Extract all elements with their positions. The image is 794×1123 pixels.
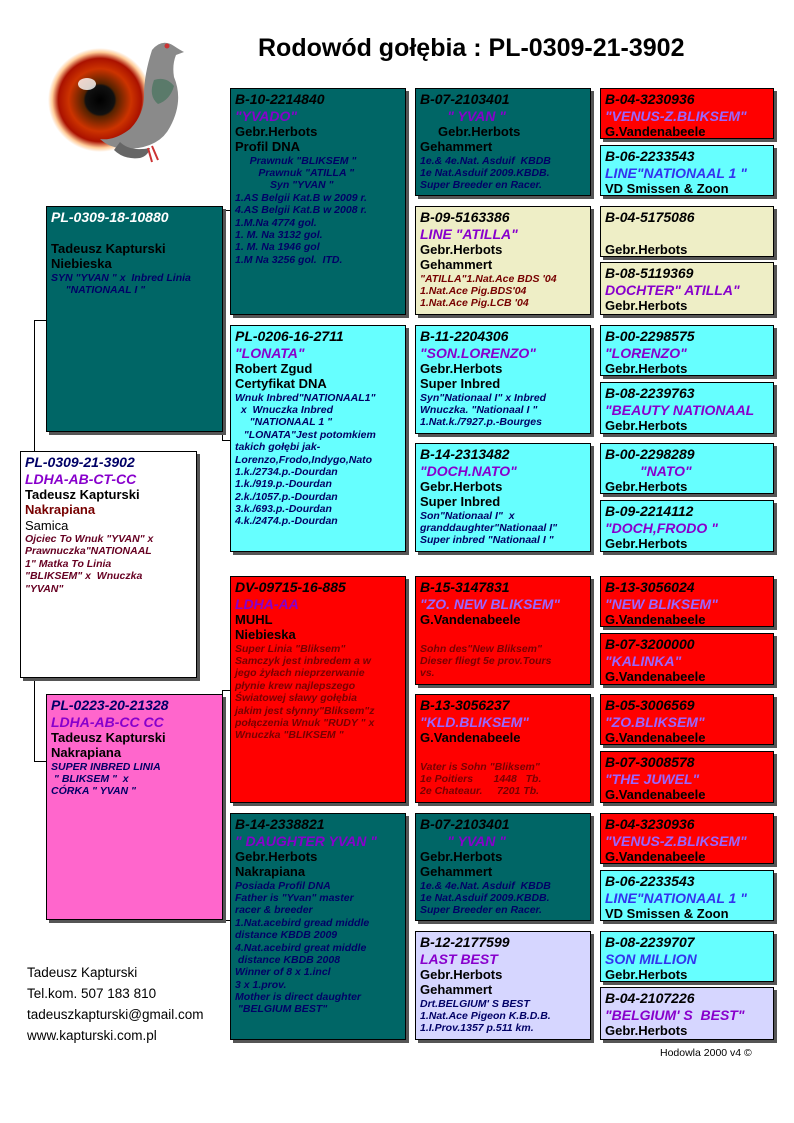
pigeon-line: VD Smissen & Zoon (605, 181, 729, 196)
pigeon-line: "BELGIUM BEST" (235, 1003, 328, 1016)
connector-line (222, 920, 230, 921)
pigeon-line: Gebr.Herbots (420, 479, 503, 495)
pigeon-line: PL-0223-20-21328 (51, 697, 169, 713)
pigeon-line: "YVADO" (235, 107, 298, 124)
pigeon-line: Wnuk Inbred"NATIONAAL1" (235, 391, 376, 404)
pigeon-line: B-04-2107226 (605, 990, 695, 1006)
pigeon-line: Tadeusz Kapturski (25, 487, 140, 503)
connector-line (34, 761, 46, 762)
pigeon-line: B-08-2239707 (605, 934, 695, 950)
pigeon-line: "ZO.BLIKSEM" (605, 713, 705, 730)
pigeon-line: Gebr.Herbots (605, 418, 688, 434)
pigeon-line: G.Vandenabeele (605, 849, 706, 864)
pigeon-line: "NATO" (605, 462, 692, 479)
pigeon-line: "BLIKSEM" x Wnuczka (25, 570, 143, 583)
pigeon-line: Gehammert (420, 257, 493, 273)
pigeon-father-card (46, 206, 223, 432)
pigeon-line: Certyfikat DNA (235, 376, 327, 392)
pigeon-line: MUHL (235, 612, 273, 628)
pigeon-line: LINE "ATILLA" (420, 225, 518, 242)
pigeon-line: Samczyk jest inbredem a w (235, 655, 371, 668)
pigeon-line: CÓRKA " YVAN " (51, 785, 137, 798)
pigeon-line: Gebr.Herbots (420, 849, 503, 865)
pigeon-line: B-08-5119369 (605, 265, 694, 281)
pigeon-line: 4.AS Belgii Kat.B w 2008 r. (235, 204, 367, 217)
pigeon-line: Gebr.Herbots (605, 967, 688, 982)
pigeon-mm-card (230, 813, 406, 1040)
pigeon-line: "NEW BLIKSEM" (605, 595, 718, 612)
pigeon-g5-card (600, 325, 774, 376)
pigeon-line: B-11-2204306 (420, 328, 509, 344)
pigeon-line: 1.Nat.acebird gread middle (235, 916, 370, 929)
pigeon-line: jego żyłach nieprzerwanie (235, 667, 365, 680)
pigeon-line: Prawnuczka"NATIONAAL (25, 545, 152, 558)
pigeon-line: PL-0309-21-3902 (25, 454, 135, 470)
pigeon-line: PL-0206-16-2711 (235, 328, 344, 344)
connector-line (222, 690, 230, 691)
connector-line (222, 440, 230, 441)
pigeon-line: "LONATA" (235, 344, 305, 361)
pigeon-line: "ATILLA"1.Nat.Ace BDS '04 (420, 272, 557, 285)
pigeon-line: "NATIONAAL 1 " (235, 416, 333, 429)
pigeon-line: Gebr.Herbots (605, 1023, 688, 1039)
pigeon-line: distance KBDB 2008 (235, 953, 341, 966)
pigeon-line: Super inbred "Nationaal I " (420, 534, 554, 547)
pigeon-line: Nakrapiana (51, 745, 122, 761)
pigeon-line: G.Vandenabeele (605, 669, 706, 685)
pigeon-line: B-00-2298575 (605, 328, 695, 344)
pigeon-line: B-12-2177599 (420, 934, 510, 950)
pigeon-line: Światowej sławy gołębia (235, 692, 357, 705)
pigeon-line: "VENUS-Z.BLIKSEM" (605, 832, 747, 849)
pigeon-line: " YVAN " (420, 832, 506, 849)
pigeon-line: 1e.& 4e.Nat. Asduif KBDB (420, 879, 551, 892)
pigeon-line: LDHA-AB-CT-CC (25, 470, 137, 487)
pigeon-line: Gebr.Herbots (235, 124, 318, 140)
pigeon-line: "YVAN" (25, 582, 64, 595)
pigeon-line: granddaughter"Nationaal I" (420, 522, 558, 535)
pigeon-fff-card (415, 88, 591, 196)
pigeon-line: Prawnuk "ATILLA " (235, 167, 355, 180)
pigeon-line: 1. M. Na 3132 gol. (235, 228, 323, 241)
pigeon-line: distance KBDB 2009 (235, 929, 338, 942)
pigeon-line: B-09-2214112 (605, 503, 694, 519)
pigeon-line: 1e Nat.Asduif 2009.KBDB. (420, 167, 550, 180)
pigeon-line: 3 x 1.prov. (235, 978, 287, 991)
pigeon-line: 1.Nat.Ace Pig.LCB '04 (420, 297, 529, 310)
pigeon-line: Dieser fliegt 5e prov.Tours (420, 655, 552, 668)
pigeon-ffm-card (415, 206, 591, 315)
pigeon-line: Prawnuk "BLIKSEM " (235, 154, 357, 167)
pigeon-line: Gebr.Herbots (605, 536, 688, 552)
pigeon-line: 1" Matka To Linia (25, 557, 112, 570)
pigeon-line: połączenia Wnuk "RUDY " x (235, 716, 375, 729)
pigeon-line: DOCHTER" ATILLA" (605, 281, 740, 298)
pigeon-line: Super Linia "Bliksem" (235, 642, 346, 655)
pigeon-line: VD Smissen & Zoon (605, 906, 729, 921)
pigeon-line: Wnuczka "BLIKSEM " (235, 729, 344, 742)
pigeon-line: "KALINKA" (605, 652, 682, 669)
pigeon-line: Samica (25, 517, 69, 533)
pigeon-line: "LONATA"Jest potomkiem (235, 428, 376, 441)
pigeon-line: B-04-5175086 (605, 209, 695, 225)
pigeon-g14-card (600, 870, 774, 921)
pigeon-line: G.Vandenabeele (605, 124, 706, 139)
pigeon-line: Posiada Profil DNA (235, 879, 331, 892)
pigeon-ff-card (230, 88, 406, 315)
pigeon-line: Gebr.Herbots (420, 242, 503, 258)
connector-line (34, 320, 35, 451)
pigeon-line: " BLIKSEM " x (51, 773, 129, 786)
contact-phone: Tel.kom. 507 183 810 (27, 986, 157, 1001)
connector-line (222, 210, 230, 211)
pigeon-line: SON MILLION (605, 950, 697, 967)
pigeon-line: Father is "Yvan" master (235, 892, 354, 905)
contact-name: Tadeusz Kapturski (27, 965, 138, 980)
pigeon-line: G.Vandenabeele (420, 730, 521, 746)
pigeon-line: 1e Nat.Asduif 2009.KBDB. (420, 892, 550, 905)
pigeon-line: Syn"Nationaal I" x Inbred (420, 391, 547, 404)
pigeon-line: Winner of 8 x 1.incl (235, 966, 331, 979)
pigeon-line: B-09-5163386 (420, 209, 510, 225)
connector-line (34, 678, 35, 761)
pigeon-line: "DOCH,FRODO " (605, 519, 718, 536)
pigeon-line: DV-09715-16-885 (235, 579, 346, 595)
pigeon-g10-card (600, 633, 774, 685)
footer-version: Hodowla 2000 v4 © (660, 1047, 752, 1059)
pigeon-line: SUPER INBRED LINIA (51, 760, 161, 773)
contact-website[interactable]: www.kapturski.com.pl (27, 1028, 157, 1043)
pigeon-line: "BEAUTY NATIONAAL (605, 401, 755, 418)
pigeon-g3-card (600, 206, 774, 257)
pigeon-line: Gehammert (420, 139, 493, 155)
pigeon-line: 3.k./693.p.-Dourdan (235, 503, 332, 516)
pigeon-line: Gebr.Herbots (420, 967, 503, 983)
pigeon-line: Lorenzo,Frodo,Indygo,Nato (235, 453, 373, 466)
pigeon-line: LDHA-AB-CC CC (51, 713, 164, 730)
pigeon-line: 1.AS Belgii Kat.B w 2009 r. (235, 191, 367, 204)
pigeon-line: Son"Nationaal I" x (420, 509, 515, 522)
pigeon-line: B-06-2233543 (605, 873, 695, 889)
pigeon-line: B-08-2239763 (605, 385, 695, 401)
pigeon-line: 1.Nat.Ace Pigeon K.B.D.B. (420, 1010, 551, 1023)
pigeon-line: vs. (420, 667, 435, 680)
pigeon-line: G.Vandenabeele (605, 730, 706, 745)
pigeon-line: B-07-2103401 (420, 91, 510, 107)
pigeon-line: 1.Nat.Ace Pig.BDS'04 (420, 285, 527, 298)
pigeon-line: LINE"NATIONAAL 1 " (605, 164, 747, 181)
pigeon-line: "LORENZO" (605, 344, 687, 361)
pigeon-g9-card (600, 576, 774, 627)
pigeon-line: "THE JUWEL" (605, 770, 700, 787)
pigeon-line: B-00-2298289 (605, 446, 695, 462)
pigeon-line: Wnuczka. "Nationaal I " (420, 404, 538, 417)
page-title: Rodowód gołębia : PL-0309-21-3902 (258, 34, 685, 62)
pigeon-line: SYN "YVAN " x Inbred Linia (51, 271, 191, 284)
pigeon-mff-card (415, 576, 591, 685)
pigeon-g12-card (600, 751, 774, 803)
pigeon-line: B-14-2313482 (420, 446, 510, 462)
pigeon-line: "SON.LORENZO" (420, 344, 536, 361)
pigeon-line: 1.M.Na 4774 gol. (235, 216, 317, 229)
pigeon-line (420, 627, 586, 642)
pigeon-g2-card (600, 145, 774, 196)
pigeon-fmm-card (415, 443, 591, 552)
pigeon-line: Ojciec To Wnuk "YVAN" x (25, 533, 154, 546)
contact-block (27, 962, 204, 1046)
pigeon-line: płynie krew najlepszego (235, 679, 356, 692)
pigeon-line: Gebr.Herbots (420, 124, 521, 140)
pigeon-line: 1.I.Prov.1357 p.511 km. (420, 1022, 534, 1035)
pigeon-line: G.Vandenabeele (605, 787, 706, 803)
pigeon-line: Gebr.Herbots (605, 242, 688, 257)
pigeon-line: jakim jest słynny"Bliksem"z (235, 704, 375, 717)
pigeon-line: Profil DNA (235, 139, 300, 155)
pigeon-line: "KLD.BLIKSEM" (420, 713, 529, 730)
pigeon-mmf-card (415, 813, 591, 921)
pigeon-line: Niebieska (235, 627, 296, 643)
pigeon-line: B-04-3230936 (605, 91, 695, 107)
pigeon-line: Super Breeder en Racer. (420, 179, 542, 192)
pigeon-line: "NATIONAAL I " (51, 283, 146, 296)
pigeon-line: Gebr.Herbots (605, 361, 688, 376)
pigeon-line: Gehammert (420, 982, 493, 998)
pigeon-line: B-14-2338821 (235, 816, 325, 832)
pigeon-line: 4.k./2474.p.-Dourdan (235, 515, 338, 528)
pigeon-line (51, 226, 218, 241)
pigeon-line: 1e Poitiers 1448 Tb. (420, 773, 542, 786)
pigeon-g13-card (600, 813, 774, 864)
pigeon-g16-card (600, 987, 774, 1040)
pigeon-line: B-13-3056237 (420, 697, 510, 713)
pigeon-line: " YVAN " (420, 107, 506, 124)
pigeon-line: Nakrapiana (235, 864, 306, 880)
pigeon-line: Super Breeder en Racer. (420, 904, 542, 917)
pigeon-line: 1.Nat.k./7927.p.-Bourges (420, 416, 542, 429)
pigeon-line: "DOCH.NATO" (420, 462, 517, 479)
pigeon-eye-logo (40, 30, 210, 190)
pigeon-line: Gebr.Herbots (235, 849, 318, 865)
pigeon-line: B-07-3008578 (605, 754, 695, 770)
pigeon-line: "VENUS-Z.BLIKSEM" (605, 107, 747, 124)
pigeon-line: Gebr.Herbots (420, 361, 503, 377)
pigeon-line: Drt.BELGIUM' S BEST (420, 997, 530, 1010)
pigeon-line: LDHA-AA (235, 595, 299, 612)
pigeon-line: B-15-3147831 (420, 579, 510, 595)
pigeon-mf-card (230, 576, 406, 803)
pigeon-line: takich gołębi jak- (235, 441, 321, 454)
pigeon-mother-card (46, 694, 223, 920)
pigeon-line: 1.k./919.p.-Dourdan (235, 478, 332, 491)
pigeon-line: Super Inbred (420, 376, 501, 392)
pigeon-line: "ZO. NEW BLIKSEM" (420, 595, 561, 612)
pigeon-line: B-10-2214840 (235, 91, 325, 107)
pigeon-line: Robert Zgud (235, 361, 313, 377)
pigeon-line: B-05-3006569 (605, 697, 695, 713)
pigeon-line: Super Inbred (420, 494, 501, 510)
pigeon-line: B-06-2233543 (605, 148, 695, 164)
pigeon-line: 1.M Na 3256 gol. ITD. (235, 253, 343, 266)
pigeon-line: Gehammert (420, 864, 493, 880)
pigeon-line: B-13-3056024 (605, 579, 695, 595)
pigeon-line: Mother is direct daughter (235, 991, 362, 1004)
pigeon-line: Syn "YVAN " (235, 179, 334, 192)
pigeon-main-card (20, 451, 197, 678)
pigeon-line: LAST BEST (420, 950, 498, 967)
pigeon-line: Gebr.Herbots (605, 298, 688, 314)
pigeon-line: x Wnuczka Inbred (235, 404, 334, 417)
pigeon-mmm-card (415, 931, 591, 1040)
pigeon-fmf-card (415, 325, 591, 434)
pigeon-line: LINE"NATIONAAL 1 " (605, 889, 747, 906)
pigeon-line: 4.Nat.acebird great middle (235, 941, 367, 954)
pigeon-line: 1e.& 4e.Nat. Asduif KBDB (420, 154, 551, 167)
pigeon-line: "BELGIUM' S BEST" (605, 1006, 745, 1023)
pigeon-line: G.Vandenabeele (420, 612, 521, 628)
pigeon-line: 2e Chateaur. 7201 Tb. (420, 785, 540, 798)
pigeon-line (420, 745, 586, 760)
pigeon-g4-card (600, 262, 774, 315)
pigeon-line: B-07-3200000 (605, 636, 695, 652)
pigeon-line: PL-0309-18-10880 (51, 209, 169, 225)
pigeon-line: Niebieska (51, 256, 112, 272)
pigeon-line: B-07-2103401 (420, 816, 510, 832)
pigeon-line: " DAUGHTER YVAN " (235, 832, 377, 849)
pigeon-g1-card (600, 88, 774, 139)
pigeon-line: Tadeusz Kapturski (51, 730, 166, 746)
pigeon-g8-card (600, 500, 774, 552)
pigeon-g15-card (600, 931, 774, 982)
pigeon-g11-card (600, 694, 774, 745)
pigeon-line: G.Vandenabeele (605, 612, 706, 627)
pigeon-fm-card (230, 325, 406, 552)
pigeon-line: B-04-3230936 (605, 816, 695, 832)
pigeon-mfm-card (415, 694, 591, 803)
pigeon-line: Gebr.Herbots (605, 479, 688, 494)
pigeon-line: Vater is Sohn "Bliksem" (420, 760, 540, 773)
pigeon-line: Nakrapiana (25, 502, 96, 518)
contact-email[interactable]: tadeuszkapturski@gmail.com (27, 1007, 204, 1022)
pigeon-line: Tadeusz Kapturski (51, 240, 166, 256)
pigeon-g7-card (600, 443, 774, 494)
pigeon-line: racer & breeder (235, 904, 313, 917)
pigeon-line: 1.k./2734.p.-Dourdan (235, 465, 338, 478)
pigeon-line: 2.k./1057.p.-Dourdan (235, 490, 338, 503)
pigeon-line: Sohn des"New Bliksem" (420, 642, 542, 655)
pigeon-g6-card (600, 382, 774, 434)
connector-line (34, 320, 46, 321)
pigeon-line: 1. M. Na 1946 gol (235, 241, 320, 254)
pigeon-line (605, 226, 769, 243)
